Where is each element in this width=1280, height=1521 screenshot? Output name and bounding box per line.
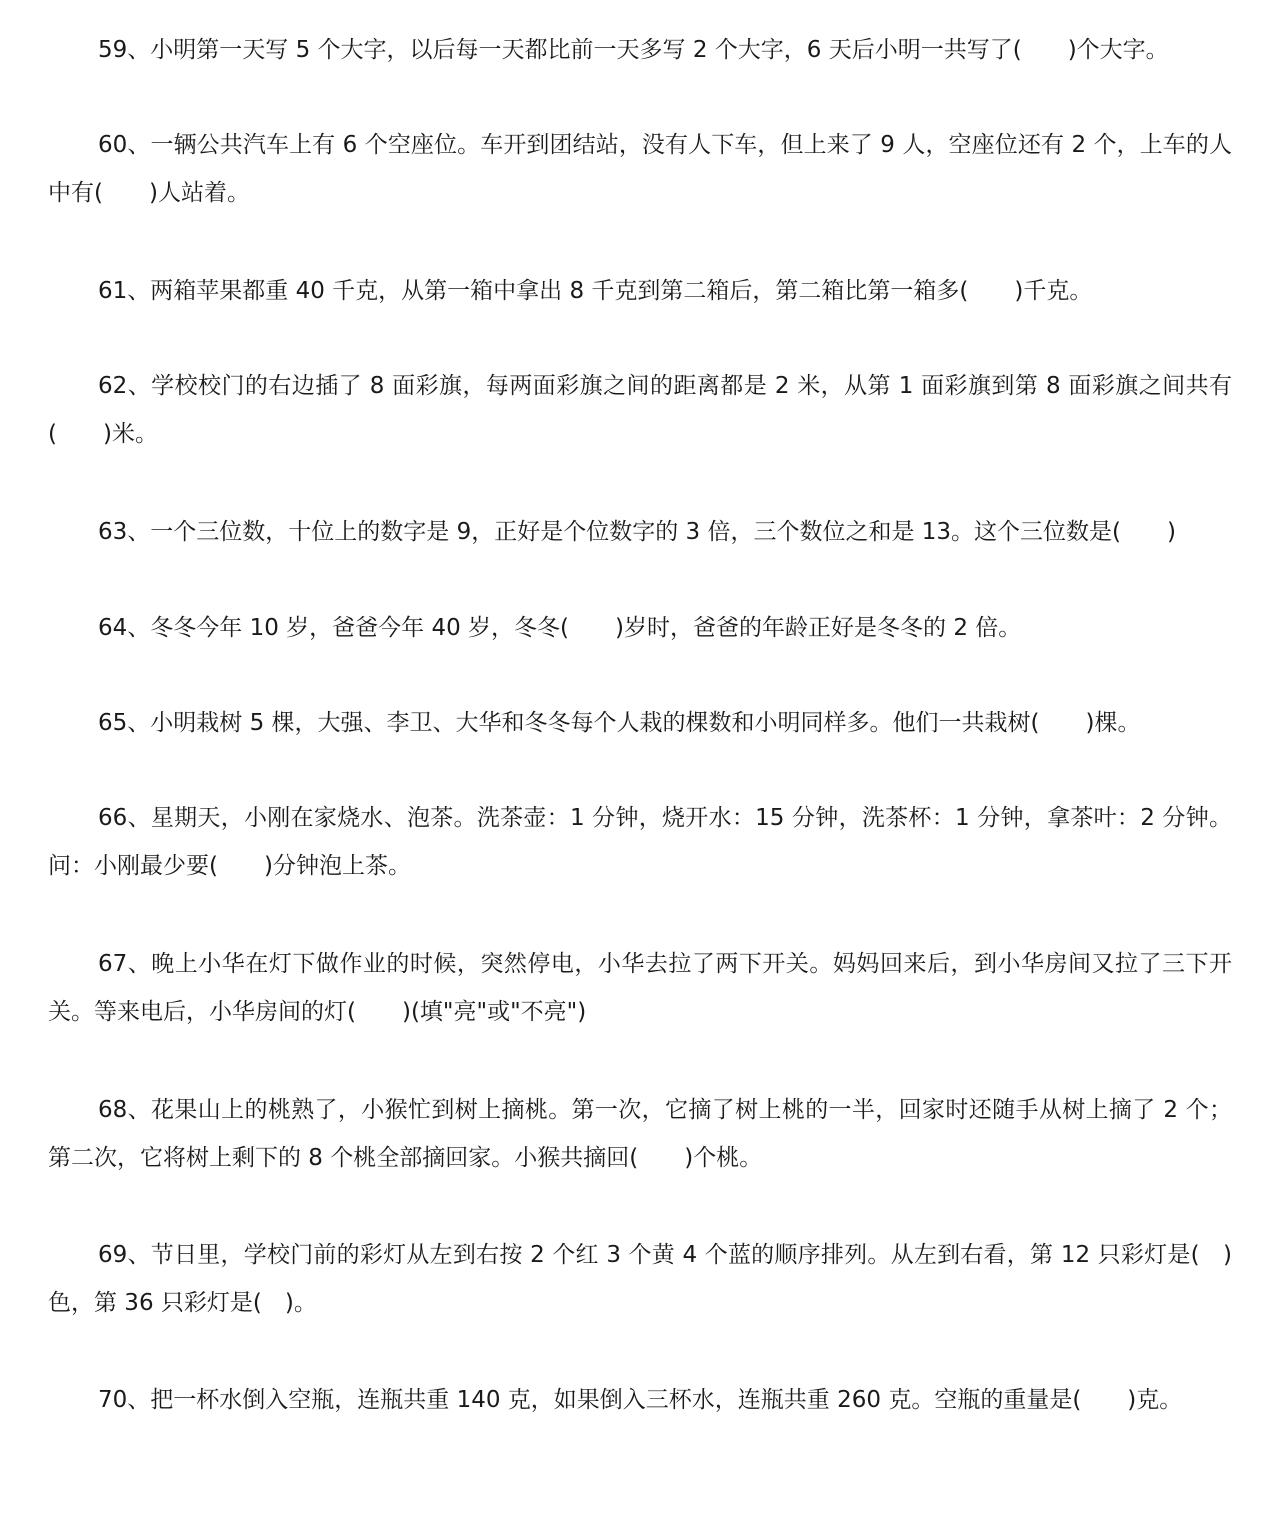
question-70 [48,1376,1232,1424]
question-text: 冬冬今年 10 岁，爸爸今年 40 岁，冬冬( )岁时，爸爸的年龄正好是冬冬的 2 倍。 [150,615,1022,641]
question-separator: 、 [127,519,151,545]
question-number: 65 [98,710,128,736]
question-text: 晚上小华在灯下做作业的时候，突然停电，小华去拉了两下开关。妈妈回来后，到小华房间又拉了三下开关。等来电后，小华房间的灯( )(填"亮"或"不亮") [48,951,1233,1025]
question-64 [48,604,1232,652]
question-number: 66 [98,805,128,831]
question-number: 68 [98,1097,128,1123]
question-63 [48,508,1232,556]
question-separator: 、 [127,1242,151,1268]
question-text: 星期天，小刚在家烧水、泡茶。洗茶壶：1 分钟，烧开水：15 分钟，洗茶杯：1 分钟，拿茶叶：2 分钟。问：小刚最少要( )分钟泡上茶。 [48,805,1233,879]
question-68 [48,1086,1232,1182]
question-number: 60 [98,132,128,158]
question-text: 一辆公共汽车上有 6 个空座位。车开到团结站，没有人下车，但上来了 9 人，空座位还有 2 个，上车的人中有( )人站着。 [48,132,1232,206]
question-number: 59 [98,37,128,63]
question-separator: 、 [127,951,152,977]
question-69 [48,1231,1232,1327]
question-separator: 、 [127,278,151,304]
question-separator: 、 [127,1387,151,1413]
question-number: 62 [98,373,128,399]
question-60 [48,121,1232,217]
question-text: 小明第一天写 5 个大字，以后每一天都比前一天多写 2 个大字，6 天后小明一共写了( )个大字。 [150,37,1169,63]
question-number: 61 [98,278,128,304]
question-separator: 、 [127,710,151,736]
question-number: 69 [98,1242,128,1268]
question-text: 节日里，学校门前的彩灯从左到右按 2 个红 3 个黄 4 个蓝的顺序排列。从左到右看，第 12 只彩灯是( )色，第 36 只彩灯是( )。 [48,1242,1233,1316]
question-text: 两箱苹果都重 40 千克，从第一箱中拿出 8 千克到第二箱后，第二箱比第一箱多( )千克。 [150,278,1093,304]
question-text: 一个三位数，十位上的数字是 9，正好是个位数字的 3 倍，三个数位之和是 13。这个三位数是( ) [150,519,1177,545]
question-62 [48,362,1232,458]
question-separator: 、 [127,373,152,399]
question-number: 64 [98,615,128,641]
question-59 [48,26,1232,74]
question-text: 把一杯水倒入空瓶，连瓶共重 140 克，如果倒入三杯水，连瓶共重 260 克。空瓶的重量是( )克。 [150,1387,1183,1413]
question-61 [48,267,1232,315]
question-separator: 、 [127,615,151,641]
question-separator: 、 [127,805,151,831]
question-65 [48,699,1232,747]
question-separator: 、 [127,37,151,63]
question-separator: 、 [127,132,151,158]
question-text: 小明栽树 5 棵，大强、李卫、大华和冬冬每个人栽的棵数和小明同样多。他们一共栽树( )棵。 [150,710,1141,736]
question-66 [48,794,1232,890]
question-text: 学校校门的右边插了 8 面彩旗，每两面彩旗之间的距离都是 2 米，从第 1 面彩旗到第 8 面彩旗之间共有( )米。 [48,373,1232,447]
question-number: 63 [98,519,128,545]
question-67 [48,940,1232,1036]
question-number: 70 [98,1387,128,1413]
question-number: 67 [98,951,128,977]
question-separator: 、 [127,1097,152,1123]
question-text: 花果山上的桃熟了，小猴忙到树上摘桃。第一次，它摘了树上桃的一半，回家时还随手从树上摘了 2 个；第二次，它将树上剩下的 8 个桃全部摘回家。小猴共摘回( )个桃。 [48,1097,1232,1171]
